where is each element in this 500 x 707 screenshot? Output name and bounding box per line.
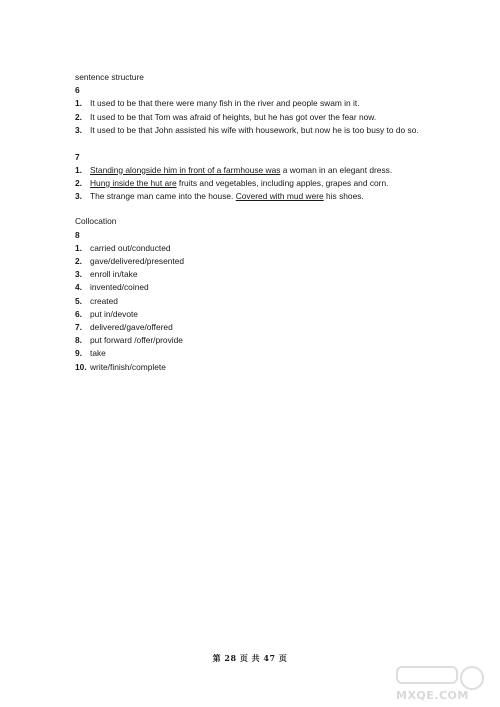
item-index: 1. [75,98,82,109]
page-number-footer: 第 28 页 共 47 页 [212,653,288,663]
item-text: gave/delivered/presented [90,255,185,266]
item-text [90,190,364,203]
item-index: 10. [75,361,87,372]
item-text: enroll in/take [90,269,138,280]
item-index: 1. [75,164,82,175]
list-item [75,268,475,281]
list-item [75,177,475,190]
spacer [75,137,475,151]
list-item [75,321,475,334]
item-text: created [90,295,118,306]
spacer [75,203,475,215]
answer-content [75,71,475,374]
item-index: 2. [75,177,82,188]
item-index: 4. [75,282,82,293]
list-item [75,295,475,308]
exercise-7-list [75,164,475,204]
list-item [75,190,475,203]
item-text: It used to be that John assisted his wife with housework, but now he is too busy to do so. [90,124,419,135]
item-index: 3. [75,124,82,135]
watermark-frame [396,666,458,684]
list-item [75,111,475,124]
item-text: write/finish/complete [90,361,166,372]
item-index: 9. [75,348,82,359]
list-item [75,97,475,110]
list-item [75,281,475,294]
item-text: put in/devote [90,308,138,319]
item-text-before: The strange man came into the house. [90,191,236,202]
underlined-phrase: Hung inside the hut are [90,177,177,188]
section-heading-sentence-structure: sentence structure [75,72,144,82]
section-heading-collocation: Collocation [75,216,117,227]
exercise-number-7: 7 [75,151,80,162]
item-text: take [90,348,106,359]
underlined-phrase: Standing alongside him in front of a farmhouse was [90,164,281,175]
item-text: invented/coined [90,282,149,293]
list-item [75,361,475,374]
item-index: 1. [75,242,82,253]
item-text [90,177,388,190]
watermark-circle-icon [460,666,484,690]
item-text: carried out/conducted [90,242,171,253]
item-text: It used to be that Tom was afraid of heights, but he has got over the fear now. [90,111,377,122]
item-index: 6. [75,308,82,319]
item-text: put forward /offer/provide [90,335,183,346]
item-index: 7. [75,321,82,332]
underlined-phrase: Covered with mud were [235,191,324,202]
list-item [75,334,475,347]
exercise-number-6: 6 [75,85,80,96]
item-text: delivered/gave/offered [90,321,173,332]
exercise-6-list [75,97,475,137]
item-index: 8. [75,335,82,346]
watermark-text: MXQE.COM [396,689,469,702]
list-item [75,255,475,268]
list-item [75,347,475,360]
item-text: It used to be that there were many fish in the river and people swam in it. [90,98,360,109]
list-item [75,164,475,177]
item-text-rest: fruits and vegetables, including apples, grapes and corn. [176,177,389,188]
list-item [75,308,475,321]
item-text-rest: his shoes. [323,191,364,202]
site-watermark-logo [396,666,488,702]
exercise-number-8: 8 [75,229,80,240]
item-index: 2. [75,255,82,266]
item-index: 3. [75,191,82,202]
list-item [75,242,475,255]
item-index: 5. [75,295,82,306]
list-item [75,124,475,137]
item-index: 3. [75,269,82,280]
item-text [90,164,392,177]
exercise-8-list [75,242,475,374]
item-index: 2. [75,111,82,122]
item-text-rest: a woman in an elegant dress. [280,164,393,175]
